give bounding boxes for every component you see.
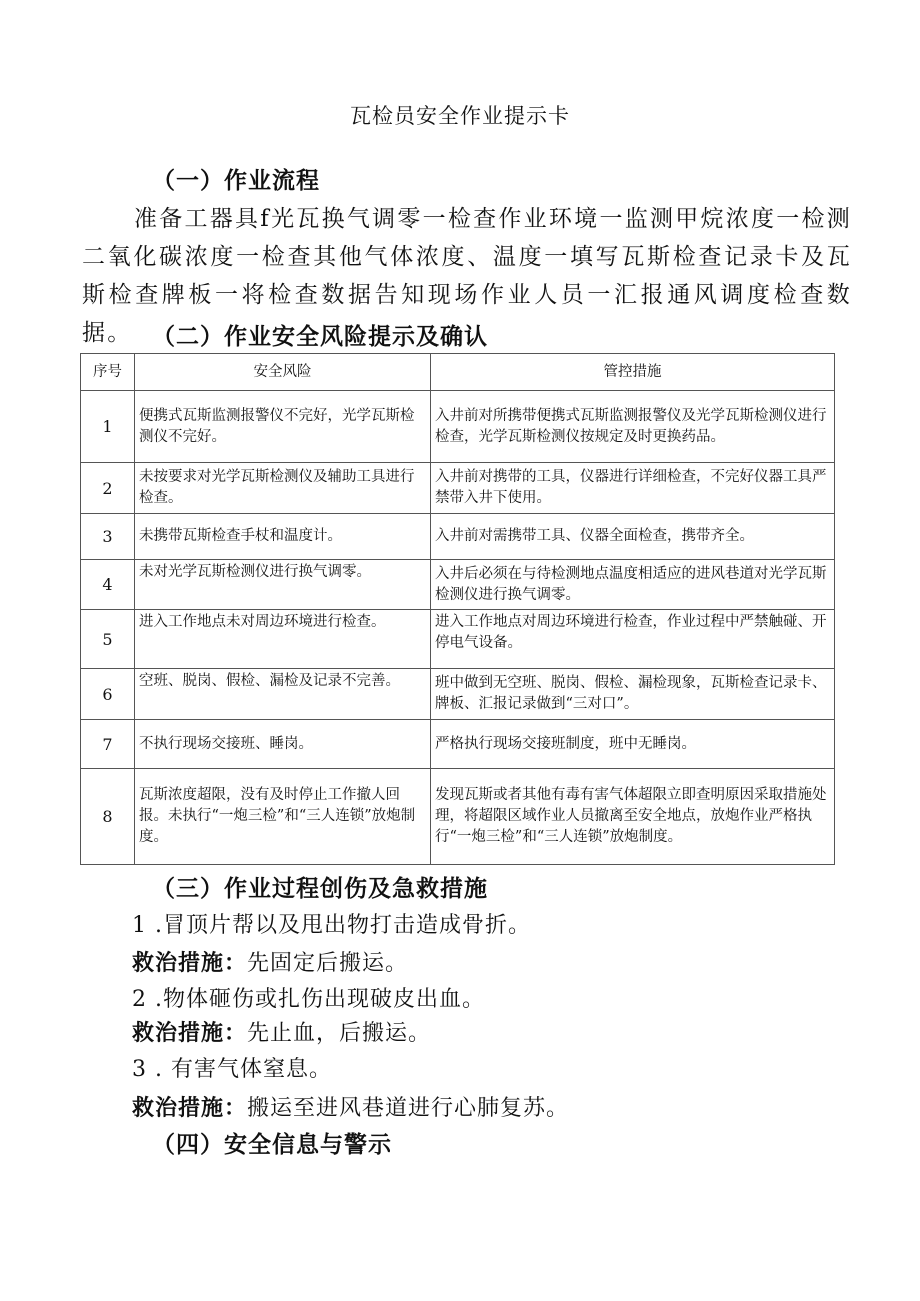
row-measure: 入井前对所携带便携式瓦斯监测报警仪及光学瓦斯检测仪进行检查，光学瓦斯检测仪按规定及时更换药品。: [431, 391, 835, 463]
treatment-line: [132, 1016, 431, 1047]
treatment-label: 救治措施：: [132, 1096, 248, 1121]
row-measure: 入井前对需携带工具、仪器全面检查，携带齐全。: [431, 514, 835, 560]
row-measure: 严格执行现场交接班制度，班中无睡岗。: [431, 720, 835, 769]
row-measure: 入井前对携带的工具，仪器进行详细检查，不完好仪器工具严禁带入井下使用。: [431, 463, 835, 514]
table-row: [81, 669, 835, 720]
treatment-line: [132, 1091, 569, 1122]
row-measure: 发现瓦斯或者其他有毒有害气体超限立即查明原因采取措施处理，将超限区域作业人员撤离至安全地点，放炮作业严格执行“一炮三检”和“三人连锁”放炮制度。: [431, 769, 835, 865]
row-measure: 进入工作地点对周边环境进行检查，作业过程中严禁触碰、开停电气设备。: [431, 610, 835, 669]
section-heading-first-aid: （三）作业过程创伤及急救措施: [152, 876, 488, 902]
header-number: 序号: [81, 354, 135, 391]
header-risk: 安全风险: [135, 354, 431, 391]
table-row: [81, 560, 835, 610]
row-number: 1: [81, 391, 135, 463]
row-risk: 未对光学瓦斯检测仪进行换气调零。: [135, 560, 431, 610]
row-risk: 瓦斯浓度超限，没有及时停止工作撤人回报。未执行“一炮三检”和“三人连锁”放炮制度。: [135, 769, 431, 865]
row-risk: 未携带瓦斯检查手杖和温度计。: [135, 514, 431, 560]
table-row: [81, 769, 835, 865]
section-heading-risks: （二）作业安全风险提示及确认: [152, 324, 488, 350]
section-heading-warnings: （四）安全信息与警示: [152, 1132, 392, 1158]
treatment-label: 救治措施：: [132, 951, 248, 976]
row-number: 3: [81, 514, 135, 560]
treatment-text: 搬运至进风巷道进行心肺复苏。: [247, 1096, 570, 1121]
injury-item: 1 .冒顶片帮以及甩出物打击造成骨折。: [132, 913, 531, 938]
table-row: [81, 610, 835, 669]
treatment-line: [132, 946, 408, 977]
row-risk: 不执行现场交接班、睡岗。: [135, 720, 431, 769]
risk-table: [80, 353, 835, 865]
row-measure: 入井后必须在与待检测地点温度相适应的进风巷道对光学瓦斯检测仪进行换气调零。: [431, 560, 835, 610]
table-row: [81, 514, 835, 560]
row-number: 8: [81, 769, 135, 865]
process-paragraph: 准备工器具f光瓦换气调零一检查作业环境一监测甲烷浓度一检测二氧化碳浓度一检查其他气体浓度、温度一填写瓦斯检查记录卡及瓦斯检查牌板一将检查数据告知现场作业人员一汇报通风调度检查数据。: [82, 206, 852, 346]
section-heading-process: （一）作业流程: [152, 168, 320, 194]
row-number: 7: [81, 720, 135, 769]
row-number: 2: [81, 463, 135, 514]
row-number: 4: [81, 560, 135, 610]
table-row: [81, 463, 835, 514]
row-measure: 班中做到无空班、脱岗、假检、漏检现象，瓦斯检查记录卡、牌板、汇报记录做到“三对口”。: [431, 669, 835, 720]
row-risk: 空班、脱岗、假检、漏检及记录不完善。: [135, 669, 431, 720]
treatment-text: 先固定后搬运。: [247, 951, 409, 976]
header-measure: 管控措施: [431, 354, 835, 391]
page-title: 瓦检员安全作业提示卡: [350, 104, 570, 128]
table-row: [81, 391, 835, 463]
row-number: 6: [81, 669, 135, 720]
injury-item: 3 . 有害气体窒息。: [132, 1057, 332, 1082]
table-header-row: [81, 354, 835, 391]
row-risk: 未按要求对光学瓦斯检测仪及辅助工具进行检查。: [135, 463, 431, 514]
treatment-label: 救治措施：: [132, 1021, 248, 1046]
row-risk: 进入工作地点未对周边环境进行检查。: [135, 610, 431, 669]
table-row: [81, 720, 835, 769]
row-number: 5: [81, 610, 135, 669]
treatment-text: 先止血，后搬运。: [247, 1021, 432, 1046]
injury-item: 2 .物体砸伤或扎伤出现破皮出血。: [132, 987, 485, 1012]
row-risk: 便携式瓦斯监测报警仪不完好，光学瓦斯检测仪不完好。: [135, 391, 431, 463]
